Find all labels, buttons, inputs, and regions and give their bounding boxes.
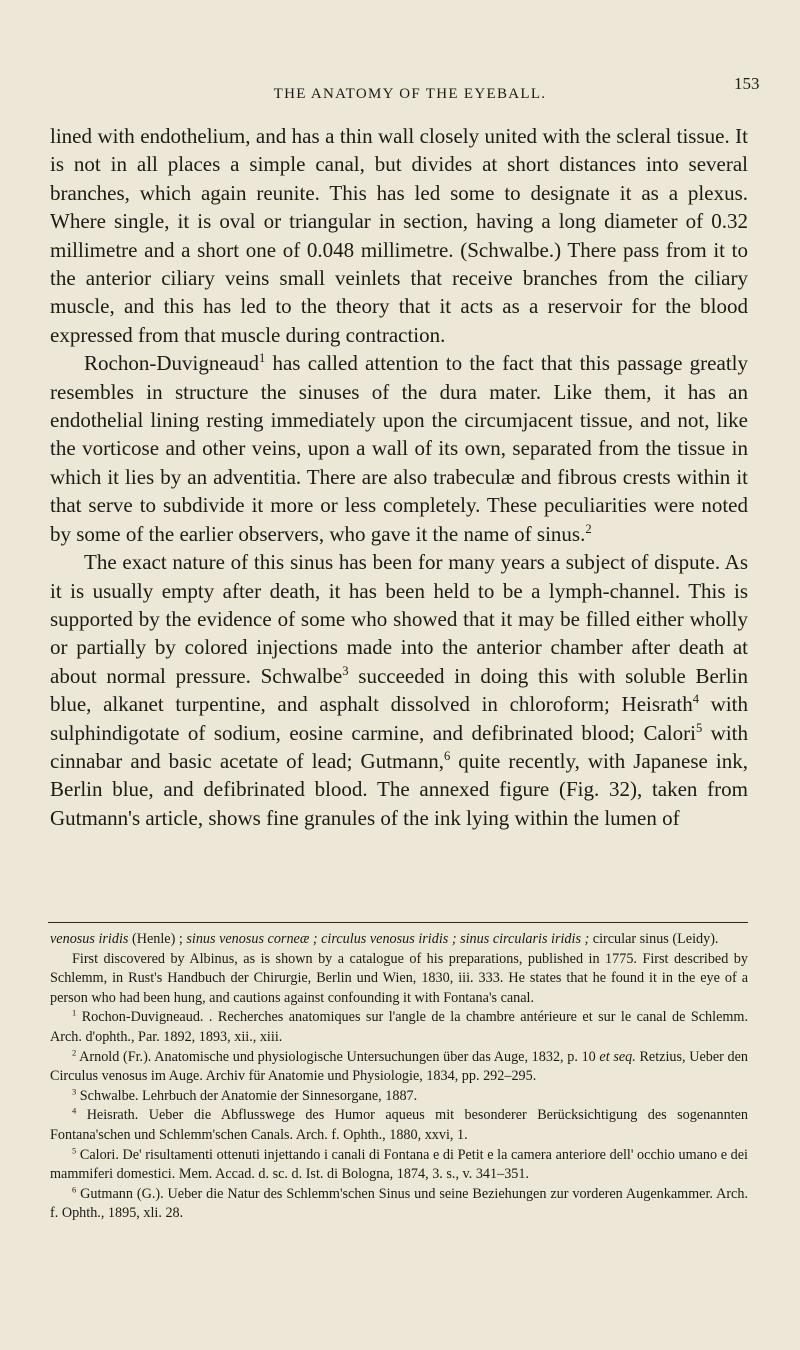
footnote-text: Gutmann (G.). Ueber die Natur des Schlemm'schen Sinus und seine Beziehungen zur vorderen Augenkammer. Arch. f. Ophth., 1895, xli. 28. bbox=[50, 1185, 748, 1222]
italic-term: sinus venosus corneæ ; circulus venosus iridis ; sinus circularis iridis ; bbox=[186, 931, 590, 947]
footnote-ref: 5 bbox=[695, 720, 703, 735]
text-run: (Henle) ; bbox=[128, 931, 187, 947]
page-number: 153 bbox=[734, 74, 760, 93]
text-run: with sulphindigotate of sodium, eosine carmine, and defibrinated blood; Calori bbox=[50, 692, 749, 745]
footnote-mark: 5 bbox=[72, 1144, 77, 1155]
footnote-text: Retzius, Ueber den Circulus venosus im Auge. Archiv für Anatomie und Physiologie, 1834, pp. 292–295. bbox=[50, 1048, 749, 1085]
footnote-mark: 4 bbox=[72, 1105, 77, 1116]
text-run: circular sinus (Leidy). bbox=[589, 931, 719, 947]
footnote-mark: 6 bbox=[72, 1183, 77, 1194]
footnote-mark: 1 bbox=[72, 1007, 77, 1018]
text-run: The exact nature of this sinus has been for many years a subject of dispute. As it is usually empty after death, it has been held to be a lymph-channel. This is supported by the evidence of some who showed that it may be filled either wholly or partially by colored injections made into the anterior chamber after death at about normal pressure. Schwalbe bbox=[50, 550, 748, 688]
footnote-ref: 3 bbox=[342, 663, 349, 678]
footnote-divider bbox=[48, 922, 748, 923]
footnote-ref: 2 bbox=[585, 521, 592, 536]
footnote-mark: 2 bbox=[72, 1046, 77, 1057]
text-run: with cinnabar and basic acetate of lead; Gutmann, bbox=[50, 720, 748, 773]
text-run: Rochon-Duvigneaud bbox=[84, 351, 259, 376]
footnote-ref: 6 bbox=[443, 748, 451, 763]
footnote-ref: 1 bbox=[258, 351, 266, 366]
footnote-text: Schwalbe. Lehrbuch der Anatomie der Sinnesorgane, 1887. bbox=[76, 1087, 418, 1104]
footnote-2 bbox=[50, 1048, 748, 1087]
footnote-mark: 3 bbox=[72, 1086, 77, 1097]
paragraph-2 bbox=[50, 349, 748, 548]
paragraph-3 bbox=[50, 548, 748, 832]
footnote-6 bbox=[50, 1185, 748, 1224]
footnote-continuation bbox=[50, 930, 748, 950]
italic-term: et seq. bbox=[599, 1048, 636, 1065]
footnote-text: Rochon-Duvigneaud. . Recherches anatomiques sur l'angle de la chambre antérieure et sur le canal de Schlemm. Arch. d'ophth., Par. 1892, 1893, xii., xiii. bbox=[50, 1009, 748, 1045]
text-run: succeeded in doing this with soluble Berlin blue, alkanet turpentine, and asphalt dissolved in chloroform; Heisrath bbox=[50, 663, 748, 717]
footnotes bbox=[50, 930, 748, 1224]
footnote-1 bbox=[50, 1008, 748, 1047]
footnote-ref: 4 bbox=[692, 692, 699, 707]
text-run: quite recently, with Japanese ink, Berlin blue, and defibrinated blood. The annexed figure (Fig. 32), taken from Gutmann's article, shows fine granules of the ink lying within the lumen of bbox=[50, 748, 748, 830]
running-header: THE ANATOMY OF THE EYEBALL. bbox=[273, 86, 547, 102]
footnote-text: Heisrath. Ueber die Abflusswege des Humor aqueus mit besonderer Berücksichtigung des sogenannten Fontana'schen und Schlemm'schen Canals. Arch. f. Ophth., 1880, xxvi, 1. bbox=[50, 1107, 748, 1143]
text-run: has called attention to the fact that this passage greatly resembles in structure the sinuses of the dura mater. Like them, it has an endothelial lining resting immediately upon the circumjacent tissue, and not, like the vorticose and other veins, upon a wall of its own, separated from the tissue in which it lies by an adventitia. There are also trabeculæ and fibrous crests within it that serve to subdivide it more or less completely. These peculiarities were noted by some of the earlier observers, who gave it the name of sinus. bbox=[50, 351, 748, 546]
footnote-5 bbox=[50, 1146, 748, 1185]
italic-term: venosus iridis bbox=[50, 931, 129, 947]
footnote-history: First discovered by Albinus, as is shown by a catalogue of his preparations, published in 1775. First described by Schlemm, in Rust's Handbuch der Chirurgie, Berlin und Wien, 1830, iii. 333. He states that he found it in the eye of a person who had been hung, and cautions against confounding it with Fontana's canal. bbox=[50, 950, 748, 1006]
footnote-4 bbox=[50, 1106, 748, 1145]
footnote-3 bbox=[50, 1087, 748, 1107]
main-text bbox=[50, 122, 748, 832]
footnote-text: Calori. De' risultamenti ottenuti injettando i canali di Fontana e di Petit e la camera anteriore dell' occhio umano e dei mammiferi domestici. Mem. Accad. d. sc. d. Ist. di Bologna, 1874, 3. s., v. 341–351. bbox=[50, 1146, 748, 1183]
footnote-text: Arnold (Fr.). Anatomische und physiologische Untersuchungen über das Auge, 1832, p. 10 bbox=[76, 1048, 600, 1065]
paragraph-1: lined with endothelium, and has a thin wall closely united with the scleral tissue. It is not in all places a simple canal, but divides at short distances into several branches, which again reunite. This has led some to designate it as a plexus. Where single, it is oval or triangular in section, having a long diameter of 0.32 millimetre and a short one of 0.048 millimetre. (Schwalbe.) There pass from it to the anterior ciliary veins small veinlets that receive branches from the ciliary muscle, and this has led to the theory that it acts as a reservoir for the blood expressed from that muscle during contraction. bbox=[50, 124, 748, 347]
